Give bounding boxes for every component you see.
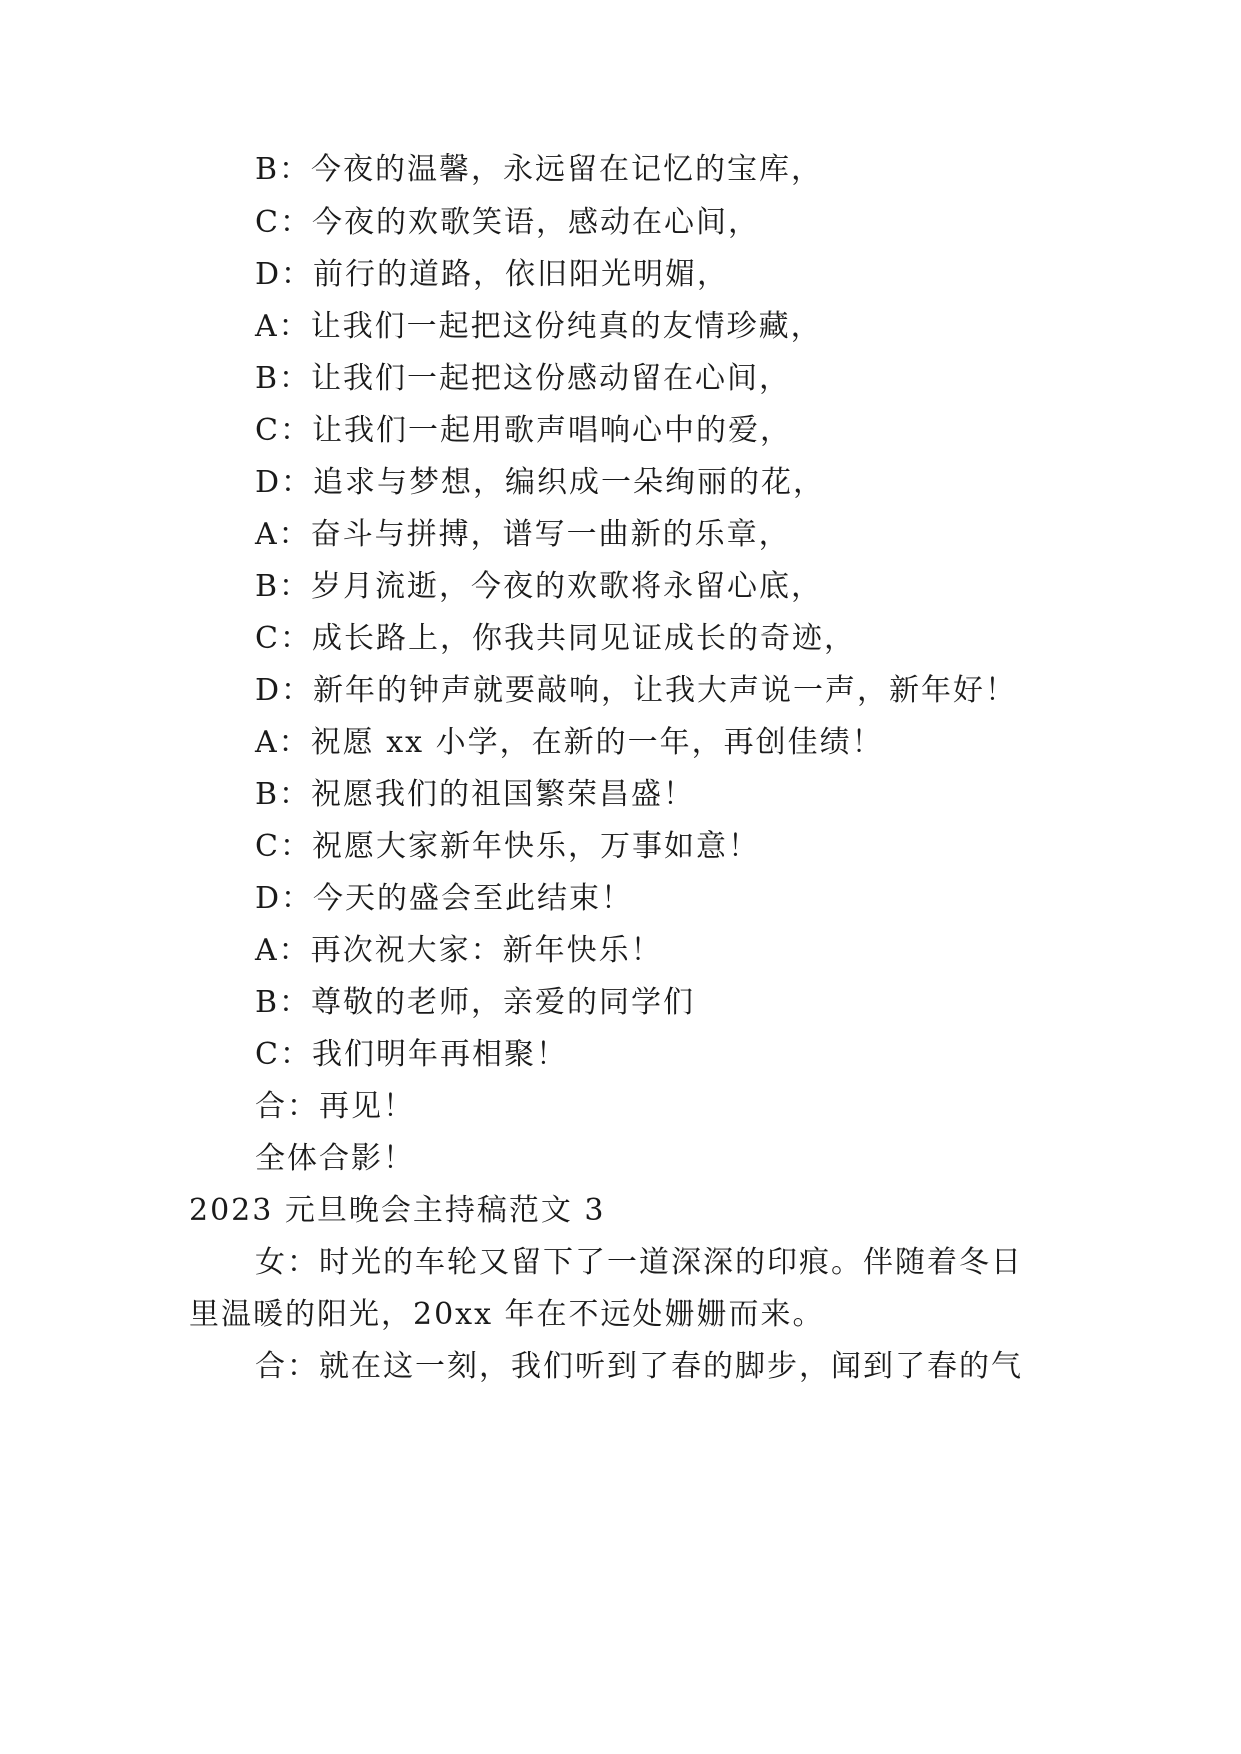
script-line: A：再次祝大家：新年快乐！ — [255, 933, 663, 968]
script-line: B：今夜的温馨，永远留在记忆的宝库， — [255, 152, 824, 187]
paragraph-line: 里温暖的阳光，20xx 年在不远处姗姗而来。 — [189, 1297, 825, 1332]
paragraph-line: 女：时光的车轮又留下了一道深深的印痕。伴随着冬日 — [255, 1245, 1023, 1280]
script-line: 合：再见！ — [255, 1089, 415, 1124]
script-line: D：追求与梦想，编织成一朵绚丽的花， — [255, 465, 826, 500]
script-line: C：成长路上，你我共同见证成长的奇迹， — [255, 621, 856, 656]
script-line: D：新年的钟声就要敲响，让我大声说一声，新年好！ — [255, 673, 1018, 708]
script-line: A：祝愿 xx 小学，在新的一年，再创佳绩！ — [255, 725, 884, 760]
script-line: C：让我们一起用歌声唱响心中的爱， — [255, 413, 792, 448]
script-line: 全体合影！ — [255, 1141, 415, 1176]
script-line: A：让我们一起把这份纯真的友情珍藏， — [255, 309, 823, 344]
script-line: D：今天的盛会至此结束！ — [255, 881, 634, 916]
script-line: B：尊敬的老师，亲爱的同学们 — [255, 985, 696, 1020]
script-line: B：岁月流逝，今夜的欢歌将永留心底， — [255, 569, 824, 604]
script-line: C：祝愿大家新年快乐，万事如意！ — [255, 829, 760, 864]
paragraph-line: 合：就在这一刻，我们听到了春的脚步，闻到了春的气 — [255, 1349, 1023, 1384]
script-line: B：祝愿我们的祖国繁荣昌盛！ — [255, 777, 696, 812]
script-line: C：我们明年再相聚！ — [255, 1037, 568, 1072]
script-line: C：今夜的欢歌笑语，感动在心间， — [255, 205, 760, 240]
section-heading: 2023 元旦晚会主持稿范文 3 — [189, 1193, 606, 1228]
script-line: D：前行的道路，依旧阳光明媚， — [255, 257, 730, 292]
script-line: B：让我们一起把这份感动留在心间， — [255, 361, 792, 396]
script-line: A：奋斗与拼搏，谱写一曲新的乐章， — [255, 517, 791, 552]
